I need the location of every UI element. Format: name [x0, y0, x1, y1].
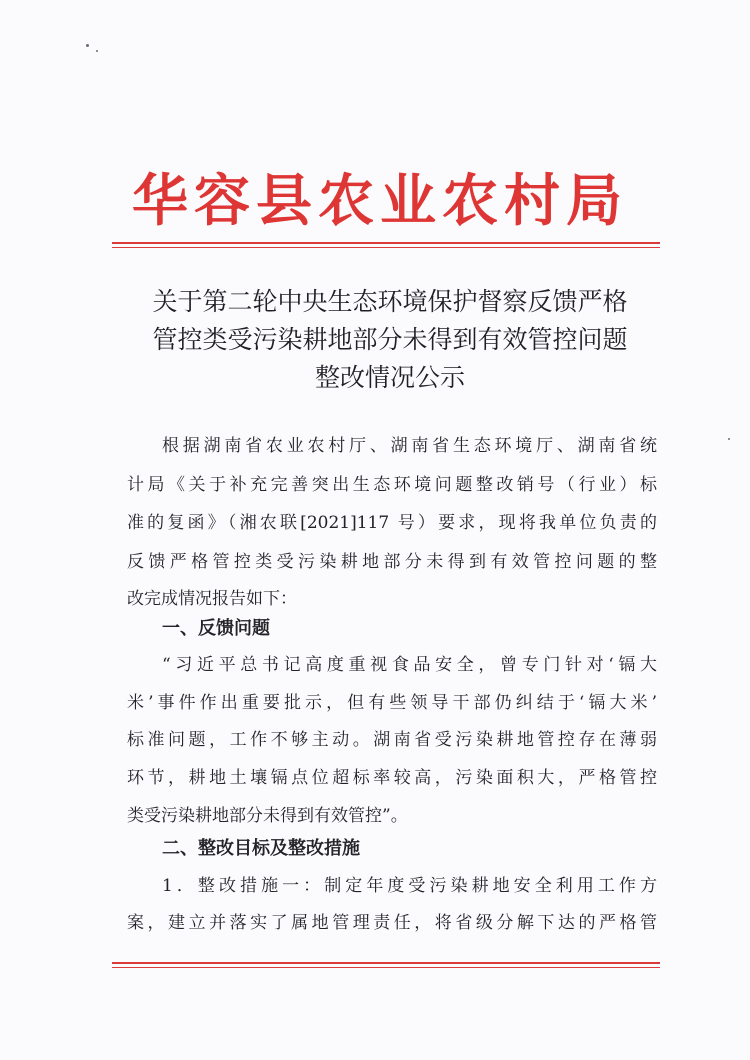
intro-paragraph-line: 反馈严格管控类受污染耕地部分未得到有效管控问题的整 [127, 552, 657, 572]
intro-paragraph-line: 改完成情况报告如下： [127, 589, 297, 609]
scan-speck [728, 438, 730, 440]
document-title-line: 关于第二轮中央生态环境保护督察反馈严格 [152, 287, 628, 316]
feedback-paragraph-line: 米’事件作出重要批示，但有些领导干部仍纠结于‘镉大米’ [127, 693, 657, 713]
intro-paragraph-line: 准的复函》（湘农联[2021]117 号）要求，现将我单位负责的 [127, 513, 657, 533]
rectification-paragraph-line: 案，建立并落实了属地管理责任，将省级分解下达的严格管 [127, 913, 657, 933]
document-title-line: 管控类受污染耕地部分未得到有效管控问题 [152, 325, 628, 354]
feedback-paragraph-line: 标准问题，工作不够主动。湖南省受污染耕地管控存在薄弱 [127, 730, 657, 750]
scan-speck [96, 50, 98, 52]
letterhead-rule-top [112, 242, 660, 244]
feedback-paragraph-line: “习近平总书记高度重视食品安全，曾专门针对‘镉大 [162, 655, 657, 675]
footer-rule [112, 962, 660, 964]
feedback-paragraph-line: 环节，耕地土壤镉点位超标率较高，污染面积大，严格管控 [127, 768, 657, 788]
agency-letterhead: 华容县农业农村局 [132, 168, 628, 234]
feedback-paragraph-line: 类受污染耕地部分未得到有效管控”。 [127, 806, 408, 826]
document-title-line: 整改情况公示 [314, 363, 465, 392]
letterhead-rule-top [112, 247, 660, 248]
intro-paragraph-line: 根据湖南省农业农村厅、湖南省生态环境厅、湖南省统 [162, 436, 657, 456]
footer-rule [112, 967, 660, 968]
section-heading-rectification: 二、整改目标及整改措施 [162, 838, 360, 859]
scan-speck [86, 44, 89, 47]
intro-paragraph-line: 计局《关于补充完善突出生态环境问题整改销号（行业）标 [127, 475, 657, 495]
rectification-paragraph-line: 1．整改措施一：制定年度受污染耕地安全利用工作方 [162, 876, 657, 896]
section-heading-feedback: 一、反馈问题 [162, 618, 270, 639]
